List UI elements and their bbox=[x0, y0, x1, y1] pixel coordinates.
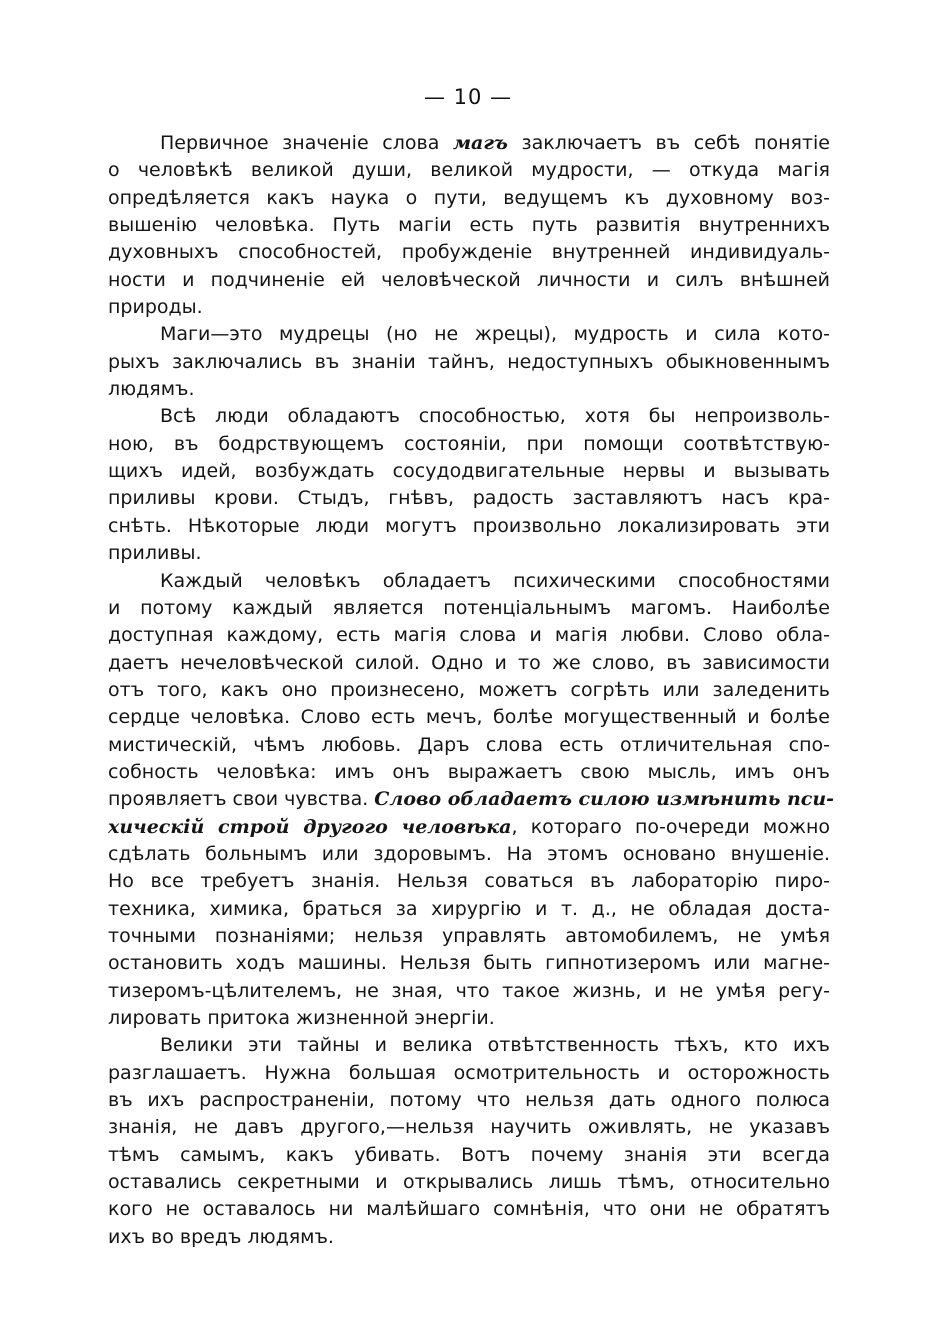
page-number: — 10 — bbox=[423, 85, 513, 109]
text-line bbox=[108, 786, 835, 813]
text-line bbox=[108, 622, 830, 649]
text-line bbox=[108, 1060, 830, 1087]
paragraph bbox=[108, 403, 830, 567]
text-segment: духовныхъ способностей, пробужденiе внутренней индивидуаль- bbox=[108, 241, 830, 264]
text-segment: людямъ. bbox=[108, 378, 195, 401]
text-line bbox=[108, 1142, 830, 1169]
text-line bbox=[108, 923, 830, 950]
text-line bbox=[108, 458, 830, 485]
text-segment: остановить ходъ машины. Нельзя быть гипнотизеромъ или магне- bbox=[108, 952, 830, 975]
text-line bbox=[108, 1032, 830, 1059]
text-segment: , котораго по-очереди можно bbox=[511, 815, 830, 838]
text-line bbox=[108, 759, 830, 786]
italic-text: магъ bbox=[452, 132, 508, 154]
text-segment: сдѣлать больнымъ или здоровымъ. На этомъ основано внушенiе. bbox=[108, 842, 830, 865]
text-segment: тизеромъ-цѣлителемъ, не зная, что такое жизнь, и не умѣя регу- bbox=[108, 979, 830, 1002]
text-line bbox=[108, 431, 830, 458]
text-line bbox=[108, 294, 830, 321]
text-line bbox=[108, 650, 830, 677]
text-line bbox=[108, 1087, 830, 1114]
text-segment: ною, въ бодрствующемъ состоянiи, при помощи соотвѣтствую- bbox=[108, 432, 830, 455]
text-line bbox=[108, 321, 830, 348]
text-line bbox=[108, 896, 830, 923]
text-line bbox=[108, 212, 830, 239]
paragraph bbox=[108, 568, 835, 1033]
text-segment: проявляетъ свои чувства. bbox=[108, 788, 375, 811]
text-segment: лировать притока жизненной энергiи. bbox=[108, 1007, 495, 1029]
text-line bbox=[108, 1005, 830, 1032]
italic-text: Слово обладаетъ силою измѣнить пси- bbox=[374, 788, 835, 811]
text-segment: приливы крови. Стыдъ, гнѣвъ, радость заставляютъ насъ кра- bbox=[108, 487, 830, 510]
text-line bbox=[108, 1169, 830, 1196]
text-segment: мистическiй, чѣмъ любовь. Даръ слова есть отличительная спо- bbox=[108, 733, 830, 756]
text-segment: отъ того, какъ оно произнесено, можетъ согрѣть или заледенить bbox=[108, 678, 830, 701]
text-segment: сердце человѣка. Слово есть мечъ, болѣе могущественный и болѣе bbox=[108, 706, 830, 729]
text-segment: Первичное значенiе слова bbox=[160, 132, 453, 154]
text-line bbox=[108, 814, 830, 841]
text-segment: вышенiю человѣка. Путь магiи есть путь развитiя внутреннихъ bbox=[108, 214, 830, 237]
text-segment: доступная каждому, есть магiя слова и магiя любви. Слово обла- bbox=[108, 624, 830, 647]
text-line bbox=[108, 841, 830, 868]
text-segment: Всѣ люди обладаютъ способностью, хотя бы непроизволь- bbox=[160, 405, 830, 428]
text-segment: знанiя, не давъ другого,—нельзя научить оживлять, не указавъ bbox=[108, 1116, 830, 1139]
text-segment: Но все требуетъ знанiя. Нельзя соваться въ лабораторiю пиро- bbox=[108, 870, 830, 893]
text-line bbox=[108, 732, 830, 759]
text-segment: точными познанiями; нельзя управлять автомобилемъ, не умѣя bbox=[108, 924, 830, 947]
text-segment: тѣмъ самымъ, какъ убивать. Вотъ почему знанiя эти всегда bbox=[108, 1143, 830, 1166]
text-line bbox=[108, 403, 830, 430]
text-segment: ихъ во вредъ людямъ. bbox=[108, 1225, 334, 1248]
text-segment: кого не оставалось ни малѣйшаго сомнѣнiя, что они не обратятъ bbox=[108, 1198, 830, 1221]
text-line bbox=[108, 978, 830, 1005]
text-segment: техника, химика, браться за хирургiю и т. д., не обладая доста- bbox=[108, 897, 830, 920]
text-segment: природы. bbox=[108, 296, 203, 319]
text-line bbox=[108, 1114, 830, 1141]
text-line bbox=[108, 1196, 830, 1223]
text-line bbox=[108, 130, 830, 157]
text-segment: щихъ идей, возбуждать сосудодвигательные нервы и вызывать bbox=[108, 460, 830, 483]
text-segment: даетъ нечеловѣческой силой. Одно и то же слово, въ зависимости bbox=[108, 651, 830, 674]
text-line bbox=[108, 704, 830, 731]
text-line bbox=[108, 157, 830, 184]
text-segment: Велики эти тайны и велика отвѣтственность тѣхъ, кто ихъ bbox=[160, 1034, 830, 1057]
text-segment: опредѣляется какъ наука о пути, ведущемъ къ духовному воз- bbox=[108, 186, 830, 209]
text-line bbox=[108, 677, 830, 704]
text-line bbox=[108, 267, 830, 294]
text-line bbox=[108, 868, 830, 895]
body-text bbox=[108, 130, 835, 1251]
text-line bbox=[108, 568, 830, 595]
text-line bbox=[108, 349, 830, 376]
text-line bbox=[108, 950, 830, 977]
text-line bbox=[108, 485, 830, 512]
text-segment: въ ихъ распространенiи, потому что нельзя дать одного полюса bbox=[108, 1089, 830, 1112]
text-segment: о человѣкѣ великой души, великой мудрости, — откуда магiя bbox=[108, 159, 830, 182]
text-segment: оставались секретными и открывались лишь тѣмъ, относительно bbox=[108, 1171, 830, 1194]
paragraph bbox=[108, 321, 830, 403]
text-line bbox=[108, 376, 830, 403]
text-segment: Каждый человѣкъ обладаетъ психическими способностями bbox=[160, 569, 830, 592]
paragraph bbox=[108, 1032, 830, 1251]
text-segment: собность человѣка: имъ онъ выражаетъ свою мысль, имъ онъ bbox=[108, 760, 830, 783]
text-segment: Маги—это мудрецы (но не жрецы), мудрость и сила кото- bbox=[160, 323, 830, 346]
text-segment: ности и подчиненiе ей человѣческой личности и силъ внѣшней bbox=[108, 268, 830, 291]
text-segment: и потому каждый является потенцiальнымъ магомъ. Наиболѣе bbox=[108, 596, 830, 619]
text-segment: рыхъ заключались въ знанiи тайнъ, недоступныхъ обыкновеннымъ bbox=[108, 350, 830, 373]
text-segment: разглашаетъ. Нужна большая осмотрительность и осторожность bbox=[108, 1061, 830, 1084]
text-line bbox=[108, 239, 830, 266]
text-line bbox=[108, 540, 830, 567]
paragraph bbox=[108, 130, 830, 321]
text-line bbox=[108, 1224, 830, 1251]
text-segment: приливы. bbox=[108, 542, 202, 565]
text-line bbox=[108, 595, 830, 622]
text-segment: снѣть. Нѣкоторые люди могутъ произвольно локализировать эти bbox=[108, 514, 830, 537]
text-segment: заключаетъ въ себѣ понятiе bbox=[507, 132, 830, 154]
text-line bbox=[108, 513, 830, 540]
italic-text: хическiй строй другого человѣка bbox=[108, 815, 512, 838]
text-line bbox=[108, 185, 830, 212]
